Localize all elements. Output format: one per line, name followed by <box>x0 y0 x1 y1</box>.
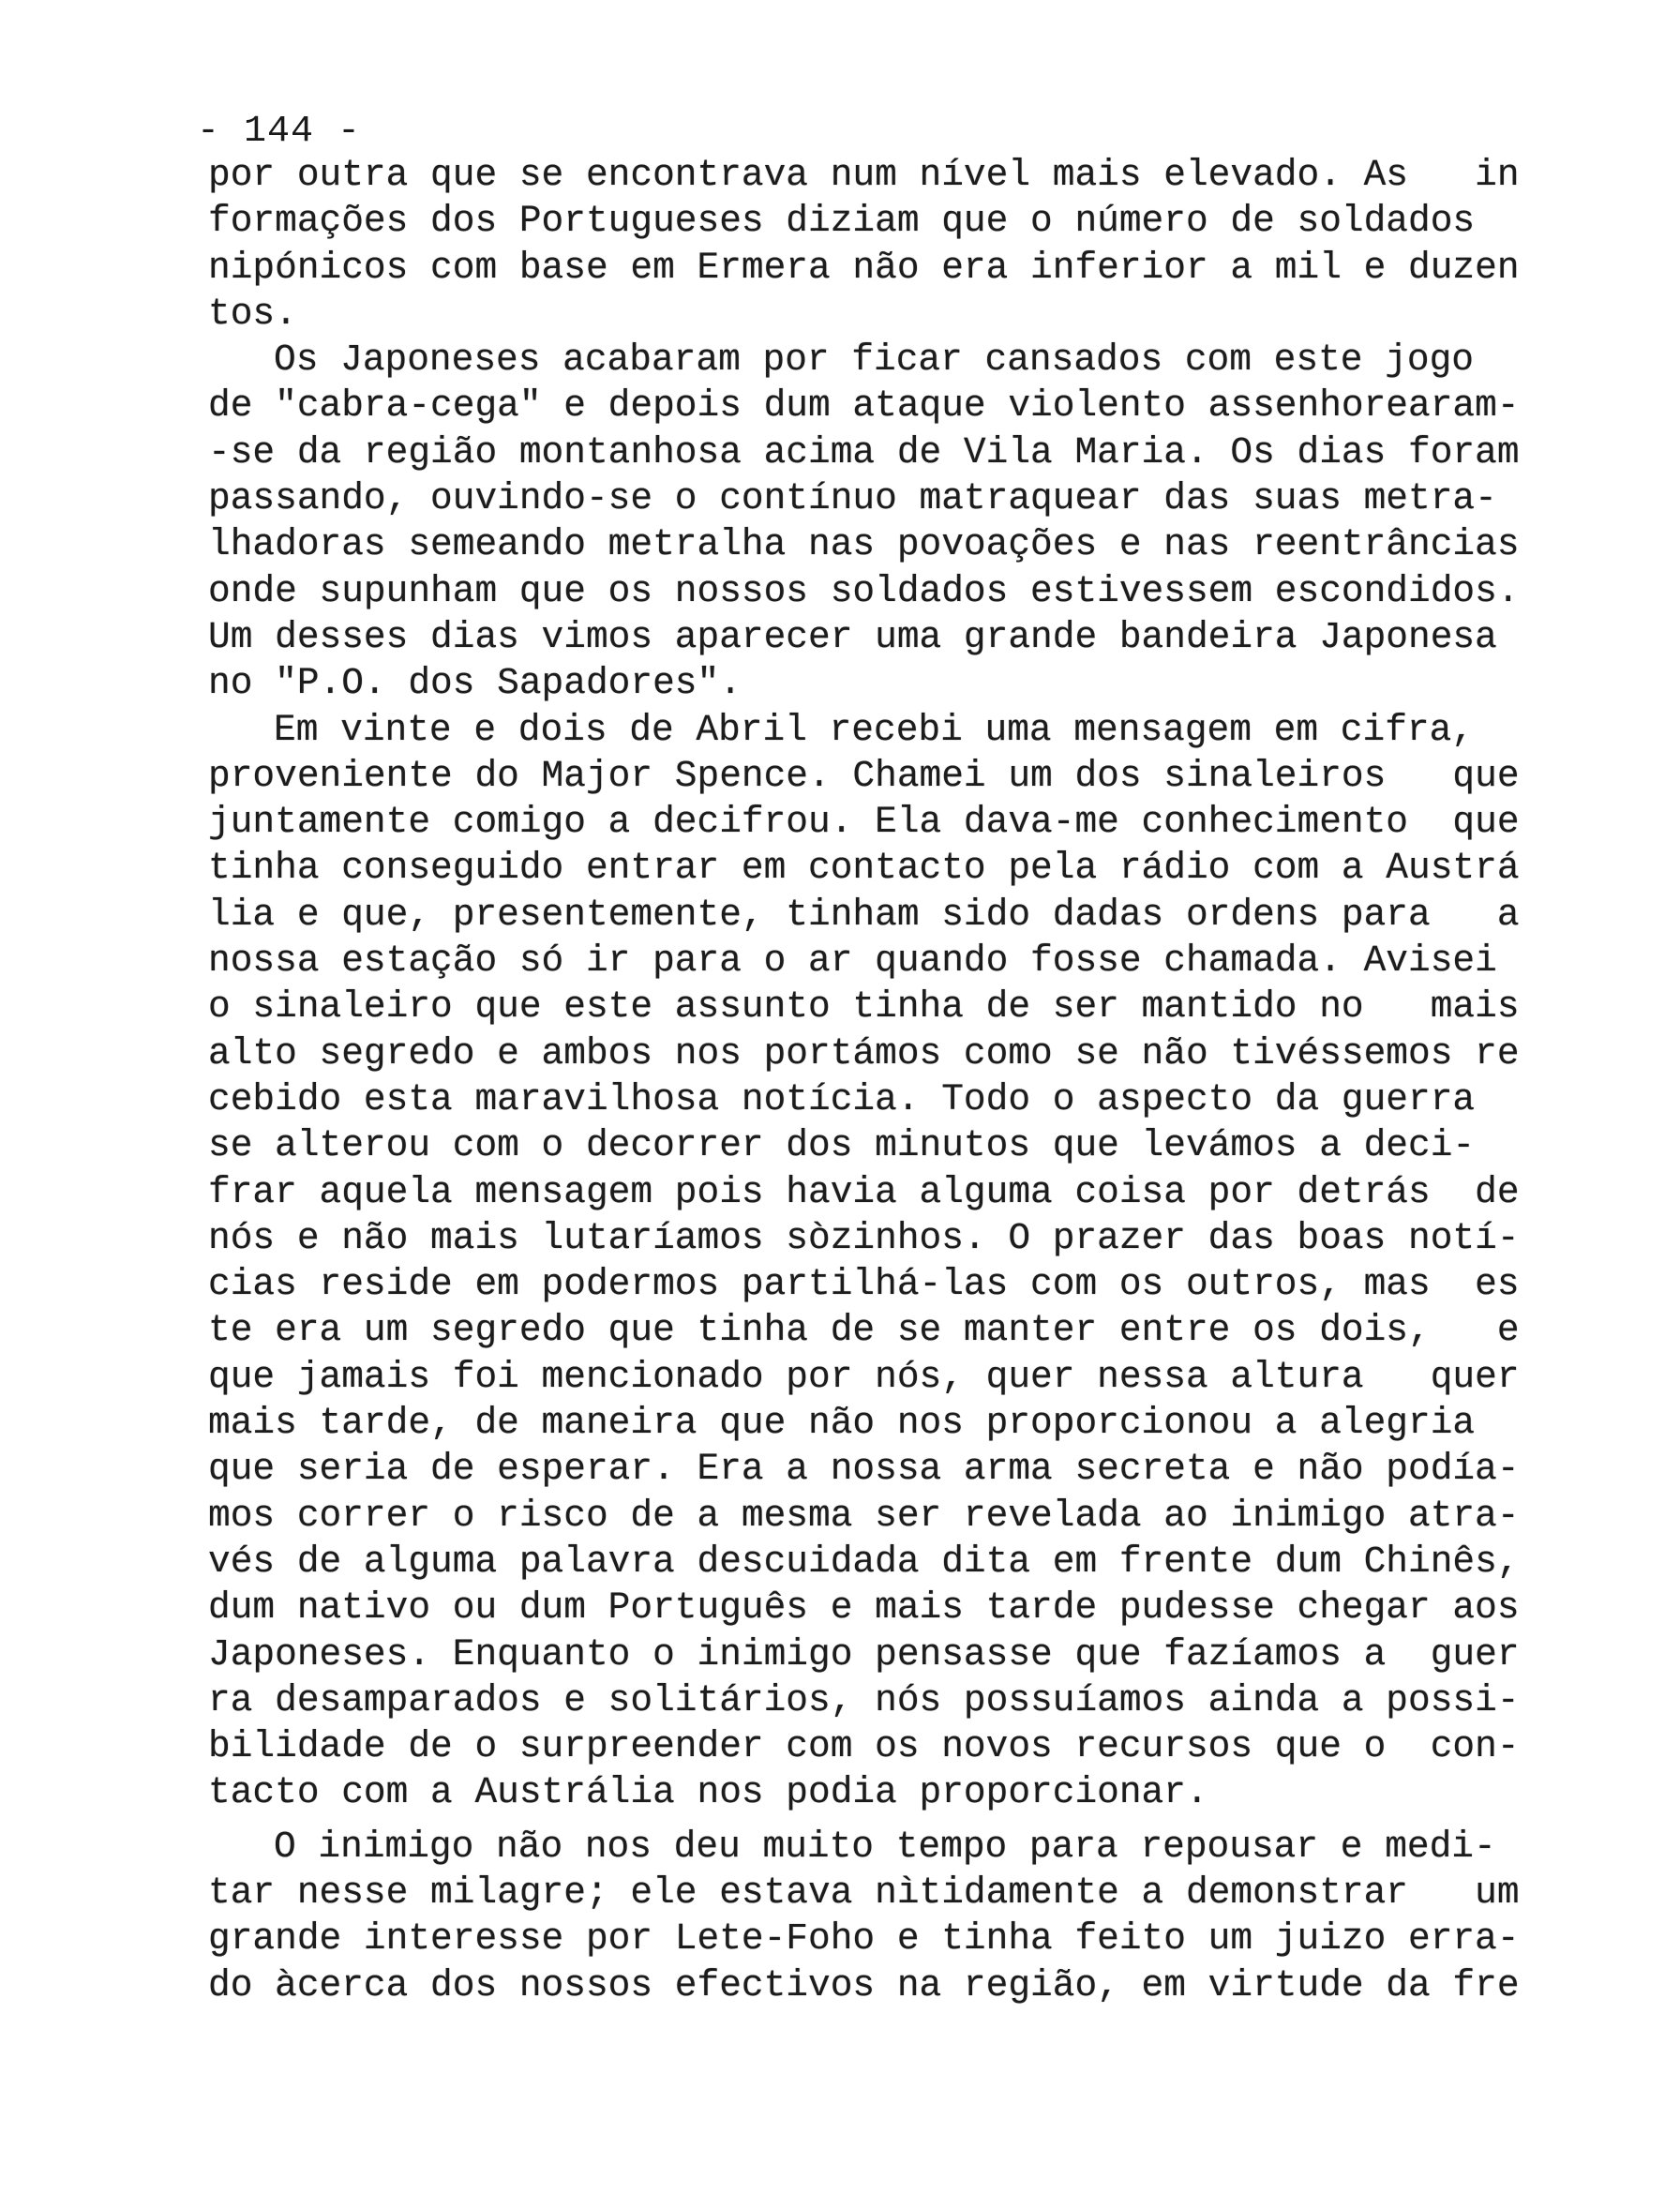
text-line: tinha conseguido entrar em contacto pela rádio com a Austrá <box>208 847 1520 890</box>
text-line: ra desamparados e solitários, nós possuíamos ainda a possi- <box>208 1678 1520 1721</box>
text-line: Japoneses. Enquanto o inimigo pensasse que fazíamos a guer <box>208 1632 1520 1676</box>
text-line: nipónicos com base em Ermera não era inferior a mil e duzen <box>208 246 1520 289</box>
body-text <box>208 152 1605 2008</box>
text-line: mais tarde, de maneira que não nos proporcionou a alegria <box>208 1402 1476 1445</box>
text-line: que jamais foi mencionado por nós, quer nessa altura quer <box>208 1355 1520 1398</box>
text-line: que seria de esperar. Era a nossa arma secreta e não podía- <box>208 1448 1520 1491</box>
text-line: tos. <box>208 292 297 335</box>
text-line: passando, ouvindo-se o contínuo matraquear das suas metra- <box>208 477 1497 520</box>
text-line: frar aquela mensagem pois havia alguma coisa por detrás de <box>208 1170 1520 1213</box>
paragraph-start-line: Em vinte e dois de Abril recebi uma mensagem em cifra, <box>274 708 1475 751</box>
text-line: onde supunham que os nossos soldados estivessem escondidos. <box>208 569 1520 612</box>
text-line: nossa estação só ir para o ar quando fosse chamada. Avisei <box>208 939 1497 983</box>
text-line: vés de alguma palavra descuidada dita em frente dum Chinês, <box>208 1540 1520 1583</box>
page-number: - 144 - <box>197 111 362 153</box>
text-line: tacto com a Austrália nos podia proporcionar. <box>208 1771 1208 1814</box>
text-line: lia e que, presentemente, tinham sido dadas ordens para a <box>208 893 1520 936</box>
text-line: o sinaleiro que este assunto tinha de ser mantido no mais <box>208 985 1520 1029</box>
text-line: grande interesse por Lete-Foho e tinha feito um juizo erra- <box>208 1917 1520 1961</box>
text-line: Um desses dias vimos aparecer uma grande bandeira Japonesa <box>208 615 1497 658</box>
text-line: por outra que se encontrava num nível mais elevado. As in <box>208 154 1520 196</box>
text-line: lhadoras semeando metralha nas povoações e nas reentrâncias <box>208 523 1520 566</box>
text-line: te era um segredo que tinha de se manter entre os dois, e <box>208 1309 1520 1352</box>
text-line: do àcerca dos nossos efectivos na região, em virtude da fre <box>208 1963 1520 2006</box>
text-line: dum nativo ou dum Português e mais tarde pudesse chegar aos <box>208 1586 1520 1630</box>
text-line: formações dos Portugueses diziam que o número de soldados <box>208 200 1476 243</box>
text-line: mos correr o risco de a mesma ser revelada ao inimigo atra- <box>208 1494 1520 1537</box>
text-line: cias reside em podermos partilhá-las com os outros, mas es <box>208 1263 1520 1306</box>
text-line: se alterou com o decorrer dos minutos que levámos a deci- <box>208 1124 1476 1167</box>
text-line: proveniente do Major Spence. Chamei um dos sinaleiros que <box>208 754 1520 797</box>
text-line: -se da região montanhosa acima de Vila Maria. Os dias foram <box>208 430 1520 473</box>
paragraph-start-line: O inimigo não nos deu muito tempo para repousar e medi- <box>274 1825 1496 1868</box>
text-line: alto segredo e ambos nos portámos como se não tivéssemos re <box>208 1031 1520 1074</box>
text-line: de "cabra-cega" e depois dum ataque violento assenhorearam- <box>208 384 1520 428</box>
text-line: tar nesse milagre; ele estava nìtidamente a demonstrar um <box>208 1871 1520 1914</box>
text-line: bilidade de o surpreender com os novos recursos que o con- <box>208 1725 1520 1768</box>
text-line: no "P.O. dos Sapadores". <box>208 662 742 705</box>
paragraph-start-line: Os Japoneses acabaram por ficar cansados com este jogo <box>274 338 1475 382</box>
text-line: nós e não mais lutaríamos sòzinhos. O prazer das boas notí- <box>208 1216 1520 1259</box>
text-line: cebido esta maravilhosa notícia. Todo o aspecto da guerra <box>208 1077 1476 1120</box>
text-line: juntamente comigo a decifrou. Ela dava-me conhecimento que <box>208 801 1520 844</box>
